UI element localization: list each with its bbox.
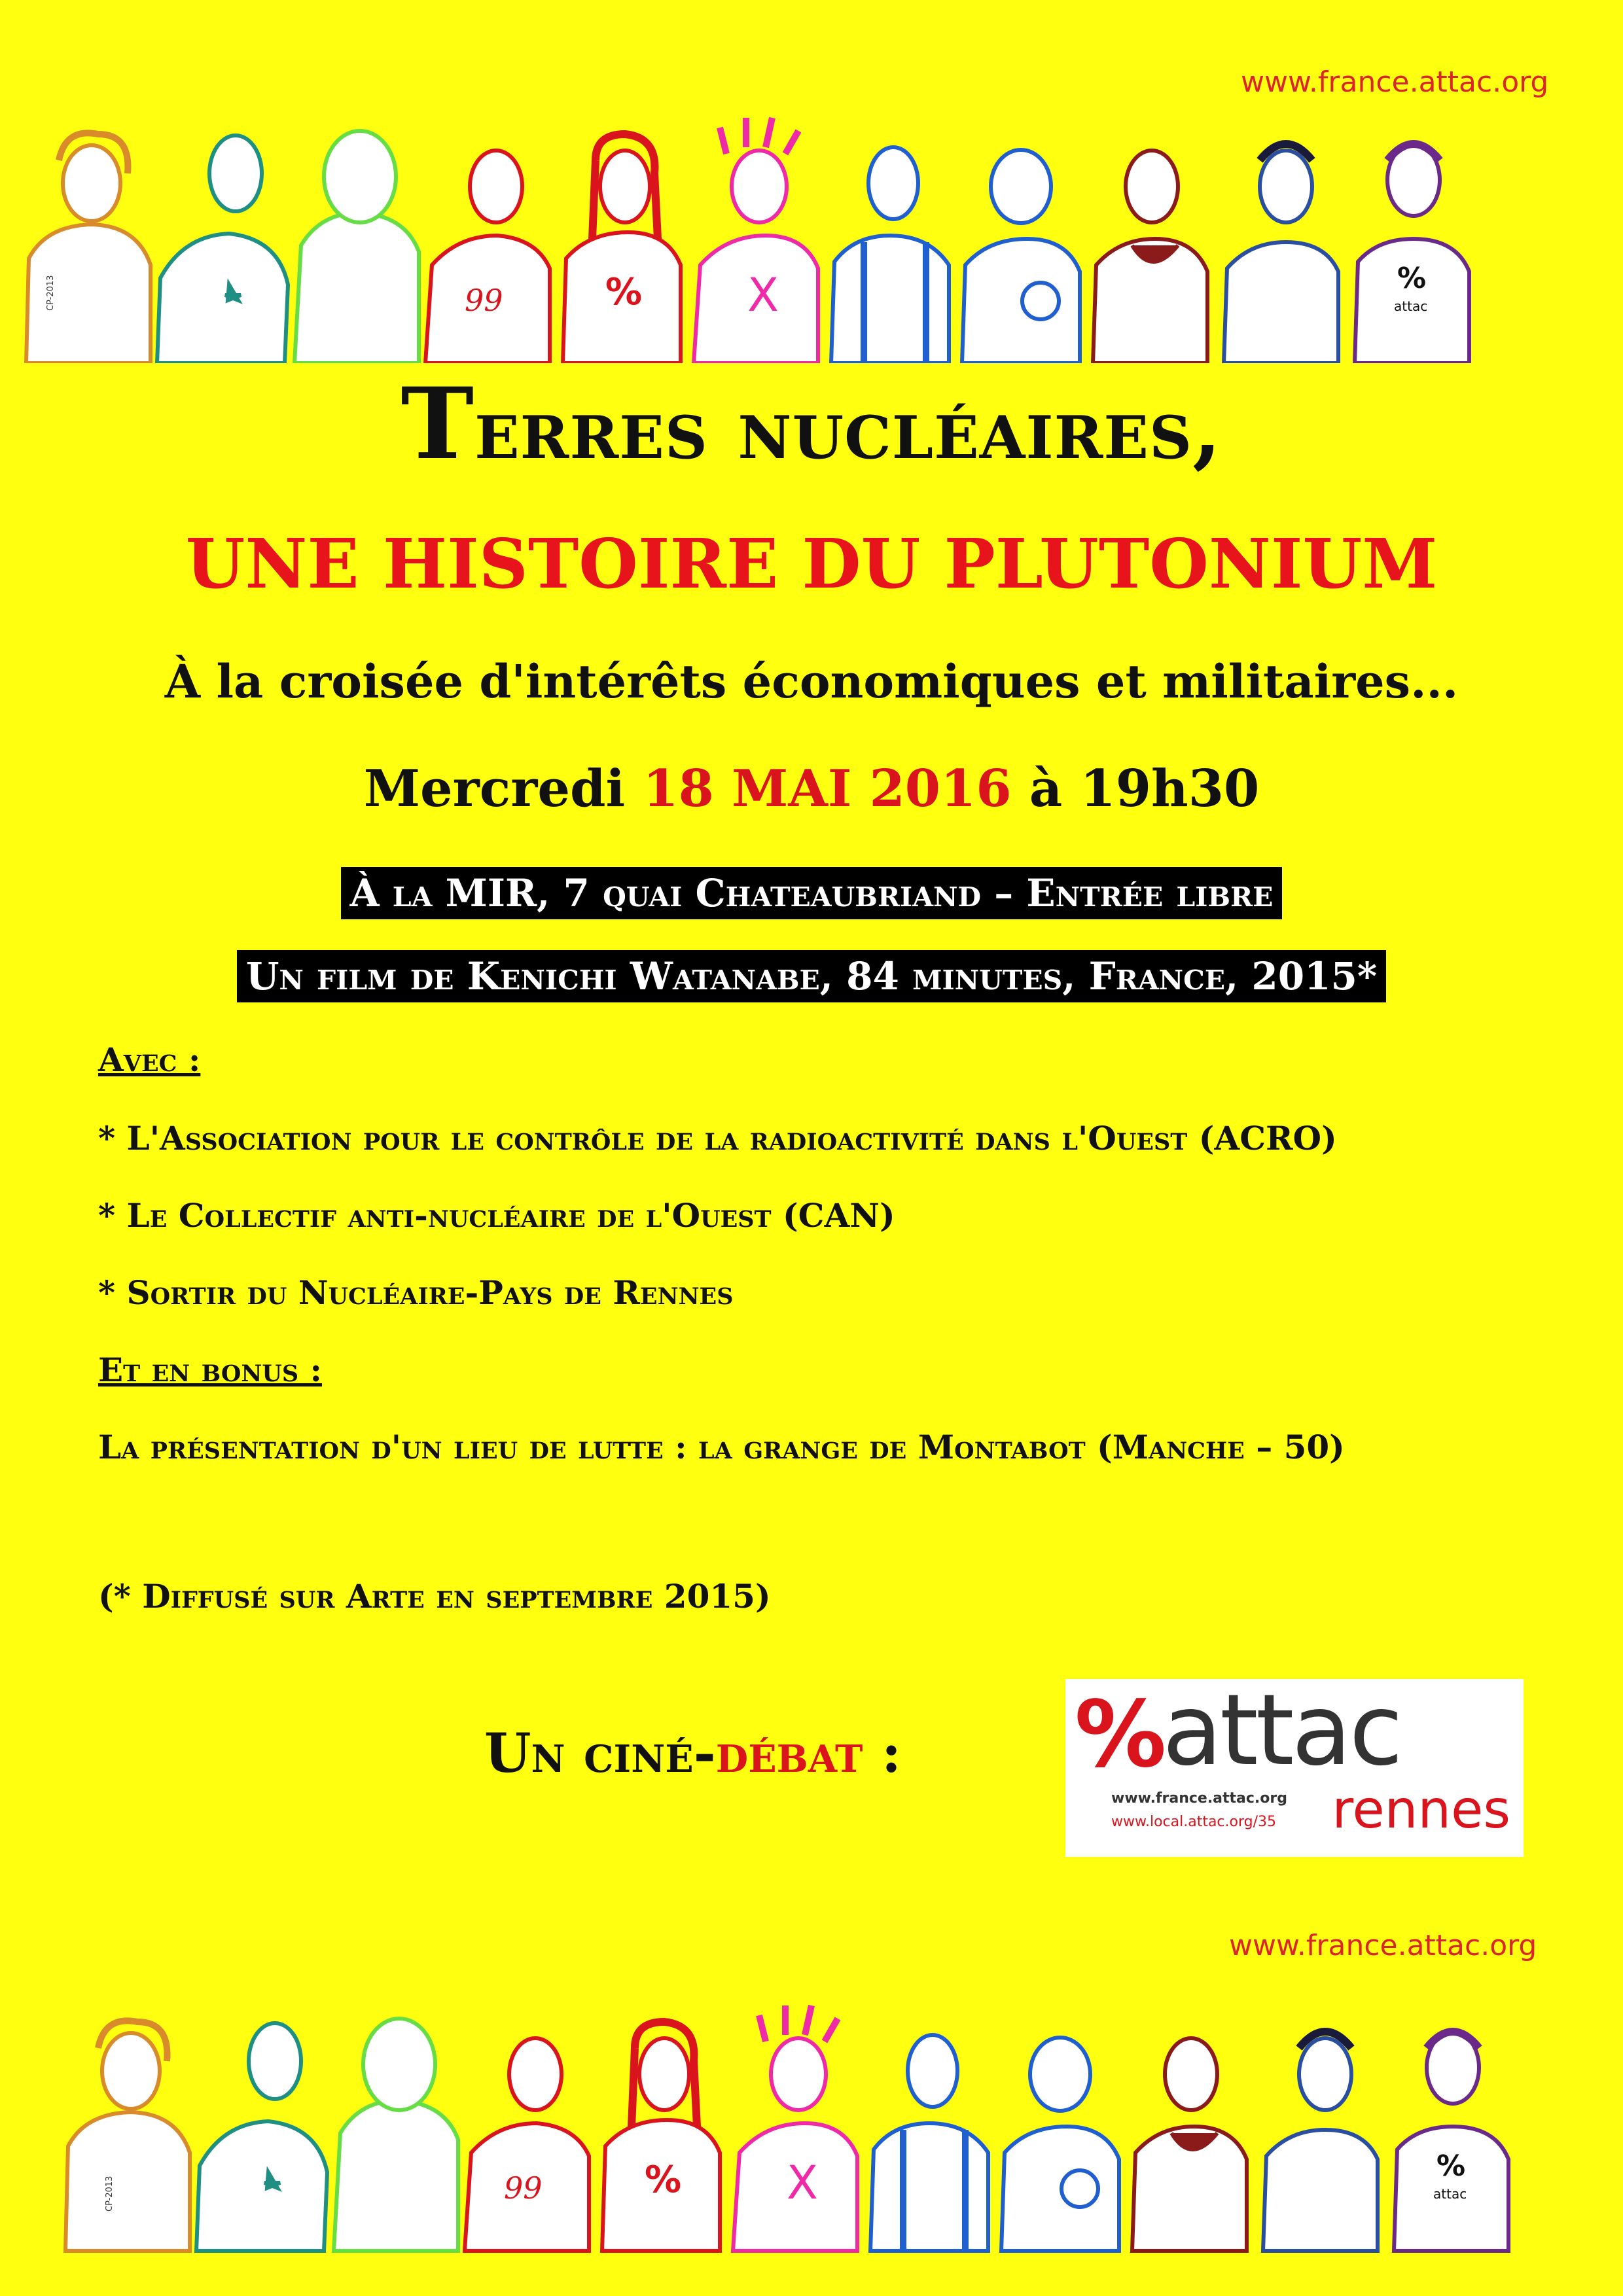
site-url-bottom[interactable]: www.france.attac.org <box>1229 1929 1537 1962</box>
attac-rennes-logo[interactable] <box>1065 1674 1524 1857</box>
shirt-mark-attac-percent: % <box>1397 262 1427 295</box>
svg-text:99: 99 <box>504 2170 543 2206</box>
person-curly-orange <box>26 133 151 363</box>
site-url-top[interactable]: www.france.attac.org <box>1241 65 1549 99</box>
cine-debat-suffix: : <box>863 1722 902 1785</box>
person-dark-red-man <box>1093 150 1207 363</box>
logo-url-national: www.france.attac.org <box>1111 1790 1288 1807</box>
logo-word: attac <box>1162 1674 1400 1788</box>
event-date <box>0 759 1623 819</box>
illustration-band-top <box>20 115 1603 363</box>
person-purple-attac <box>1355 144 1469 363</box>
person-blue-headphones <box>1224 144 1338 363</box>
shirt-mark-attac-word: attac <box>1394 298 1428 314</box>
person-green-hood <box>294 131 419 363</box>
people-drawing <box>20 115 1603 363</box>
title-initial: T <box>401 366 475 482</box>
film-banner-wrap <box>0 950 1623 1002</box>
bonus-heading: Et en bonus : <box>98 1351 323 1389</box>
guest-item: * Le Collectif anti-nucléaire de l'Ouest (CAN) <box>98 1196 895 1235</box>
bonus-text: La présentation d'un lieu de lutte : la grange de Montabot (Manche – 50) <box>98 1428 1345 1466</box>
person-red-long-hair <box>563 134 681 363</box>
film-banner: Un film de Kenichi Watanabe, 84 minutes, France, 2015* <box>237 950 1386 1002</box>
title-line-1 <box>0 366 1623 482</box>
illustration-credit: CP-2013 <box>46 275 56 311</box>
shirt-mark-percent: % <box>605 271 643 313</box>
subtitle: À la croisée d'intérêts économiques et militaires... <box>164 654 1459 709</box>
svg-text:attac: attac <box>1433 2186 1467 2202</box>
event-day: Mercredi <box>363 759 626 819</box>
person-magenta-spiky <box>694 118 818 363</box>
guest-item: * Sortir du Nucléaire-Pays de Rennes <box>98 1273 734 1312</box>
logo-city: rennes <box>1332 1779 1510 1840</box>
shirt-mark-99: 99 <box>465 283 503 318</box>
cine-debat-label <box>484 1722 901 1785</box>
title-line-2: UNE HISTOIRE DU PLUTONIUM <box>185 523 1438 604</box>
event-time: à 19h30 <box>1029 759 1260 819</box>
cine-debat-highlight: débat <box>715 1722 863 1785</box>
footnote: (* Diffusé sur Arte en septembre 2015) <box>98 1577 771 1616</box>
shirt-mark-x: X <box>747 268 779 322</box>
venue-banner: À la MIR, 7 quai Chateaubriand – Entrée libre <box>341 867 1283 919</box>
logo-percent-icon: % <box>1075 1682 1167 1788</box>
person-mask-worker <box>962 150 1080 363</box>
logo-url-local: www.local.attac.org/35 <box>1111 1814 1277 1830</box>
svg-text:%: % <box>645 2159 682 2201</box>
guests-heading: Avec : <box>98 1040 201 1079</box>
people-drawing-bottom <box>20 1976 1603 2264</box>
guest-item: * L'Association pour le contrôle de la radioactivité dans l'Ouest (ACRO) <box>98 1119 1337 1157</box>
illustration-credit-bottom: CP-2013 <box>105 2176 115 2212</box>
person-bald-teal <box>157 135 288 363</box>
event-date-highlight: 18 MAI 2016 <box>643 759 1012 819</box>
svg-text:X: X <box>787 2156 818 2210</box>
cine-debat-prefix: Un ciné- <box>484 1722 716 1785</box>
person-red-glasses <box>425 150 550 363</box>
person-blue-worker <box>831 147 949 363</box>
title-rest: erres nucléaires, <box>474 380 1222 478</box>
illustration-band-bottom <box>20 1976 1603 2225</box>
svg-text:%: % <box>1436 2149 1466 2183</box>
venue-banner-wrap <box>0 867 1623 919</box>
